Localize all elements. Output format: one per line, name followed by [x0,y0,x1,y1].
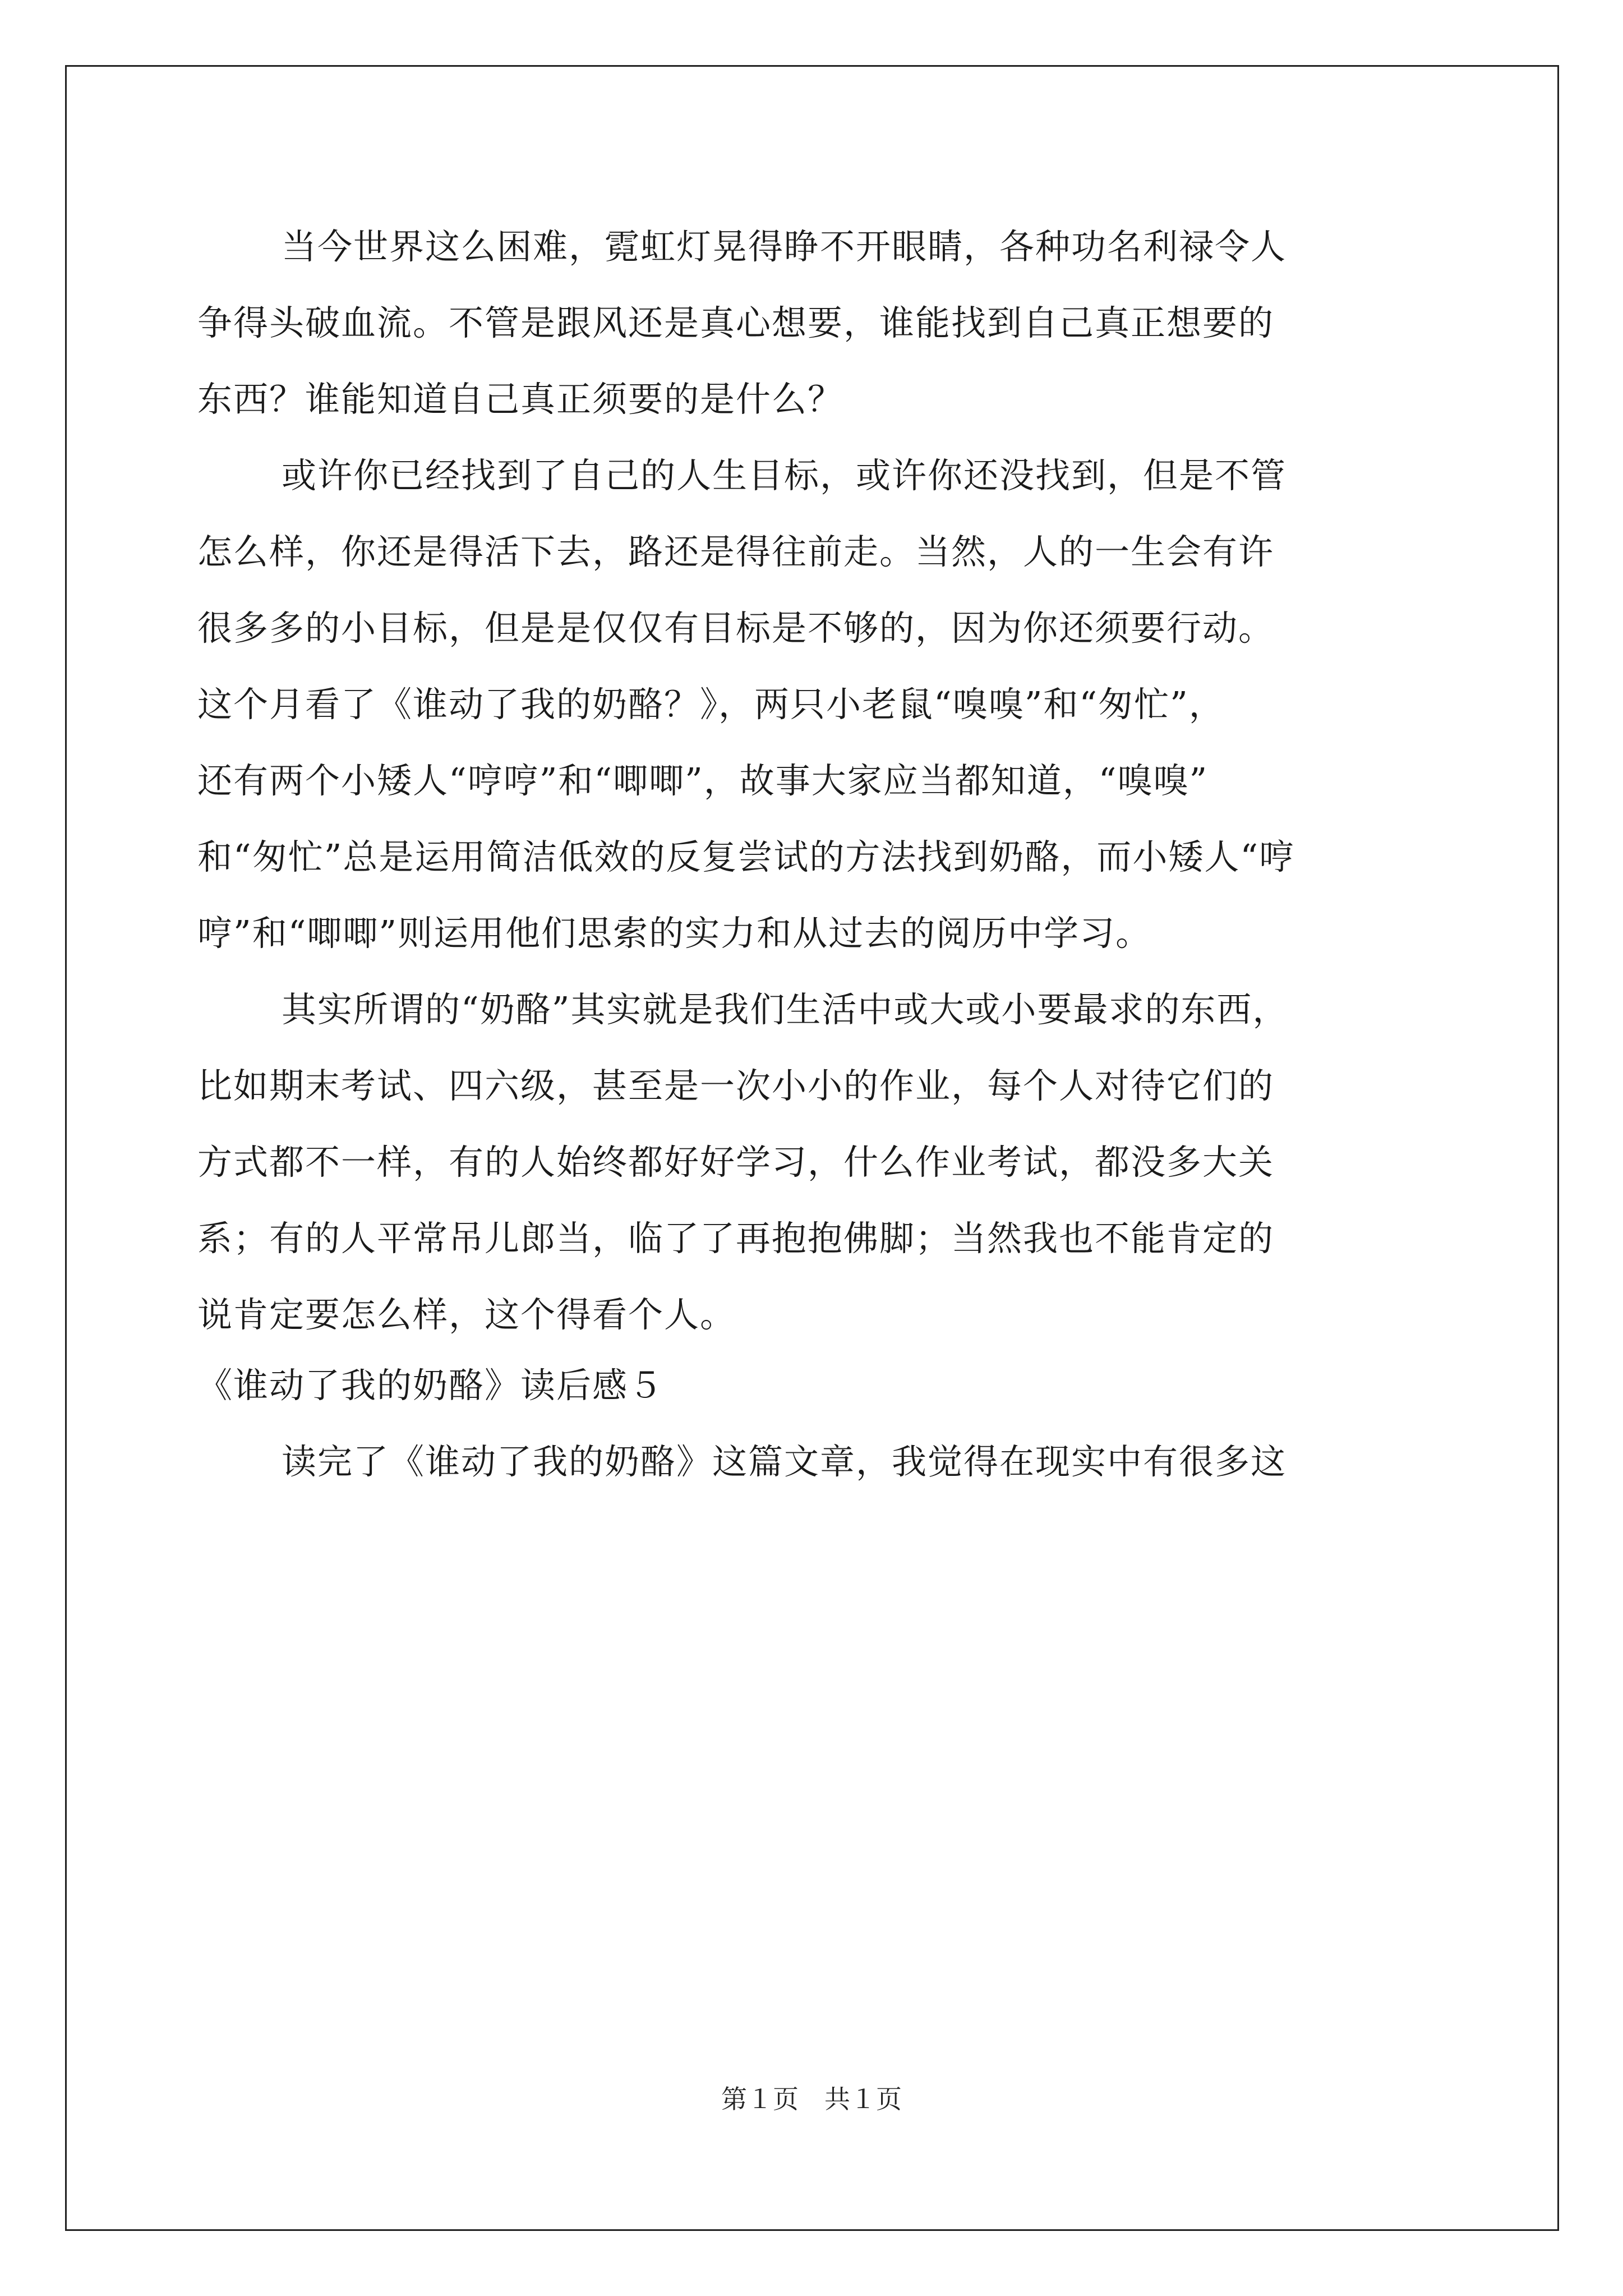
paragraph-2-line-4: 这个月看了《谁动了我的奶酪？》，两只小老鼠“嗅嗅”和“匆忙”， [197,684,1225,725]
paragraph-2-line-7: 哼”和“唧唧”则运用他们思索的实力和从过去的阅历中学习。 [197,913,1152,954]
paragraph-3-line-1: 其实所谓的“奶酪”其实就是我们生活中或大或小要最求的东西， [282,989,1289,1030]
paragraph-2-line-3: 很多多的小目标，但是是仅仅有目标是不够的，因为你还须要行动。 [197,608,1275,648]
paragraph-4-line-1: 读完了《谁动了我的奶酪》这篇文章，我觉得在现实中有很多这 [282,1441,1287,1482]
page-number-footer: 第１页 共１页 [721,2084,902,2114]
paragraph-2-line-2: 怎么样，你还是得活下去，路还是得往前走。当然，人的一生会有许 [197,531,1275,572]
paragraph-3-line-4: 系；有的人平常吊儿郎当，临了了再抱抱佛脚；当然我也不能肯定的 [197,1218,1275,1259]
paragraph-2-line-5: 还有两个小矮人“哼哼”和“唧唧”，故事大家应当都知道，“嗅嗅” [197,760,1209,801]
paragraph-3-line-2: 比如期末考试、四六级，甚至是一次小小的作业，每个人对待它们的 [197,1065,1275,1106]
paragraph-2-line-1: 或许你已经找到了自己的人生目标，或许你还没找到，但是不管 [282,455,1287,496]
paragraph-1-line-3: 东西？谁能知道自己真正须要的是什么？ [197,379,844,420]
section-heading: 《谁动了我的奶酪》读后感５ [197,1365,665,1406]
paragraph-2-line-6: 和“匆忙”总是运用简洁低效的反复尝试的方法找到奶酪，而小矮人“哼 [197,836,1295,877]
paragraph-1-line-1: 当今世界这么困难，霓虹灯晃得睁不开眼睛，各种功名利禄令人 [282,226,1287,267]
paragraph-3-line-3: 方式都不一样，有的人始终都好好学习，什么作业考试，都没多大关 [197,1142,1275,1182]
paragraph-1-line-2: 争得头破血流。不管是跟风还是真心想要，谁能找到自己真正想要的 [197,302,1275,343]
paragraph-3-line-5: 说肯定要怎么样，这个得看个人。 [197,1294,736,1335]
